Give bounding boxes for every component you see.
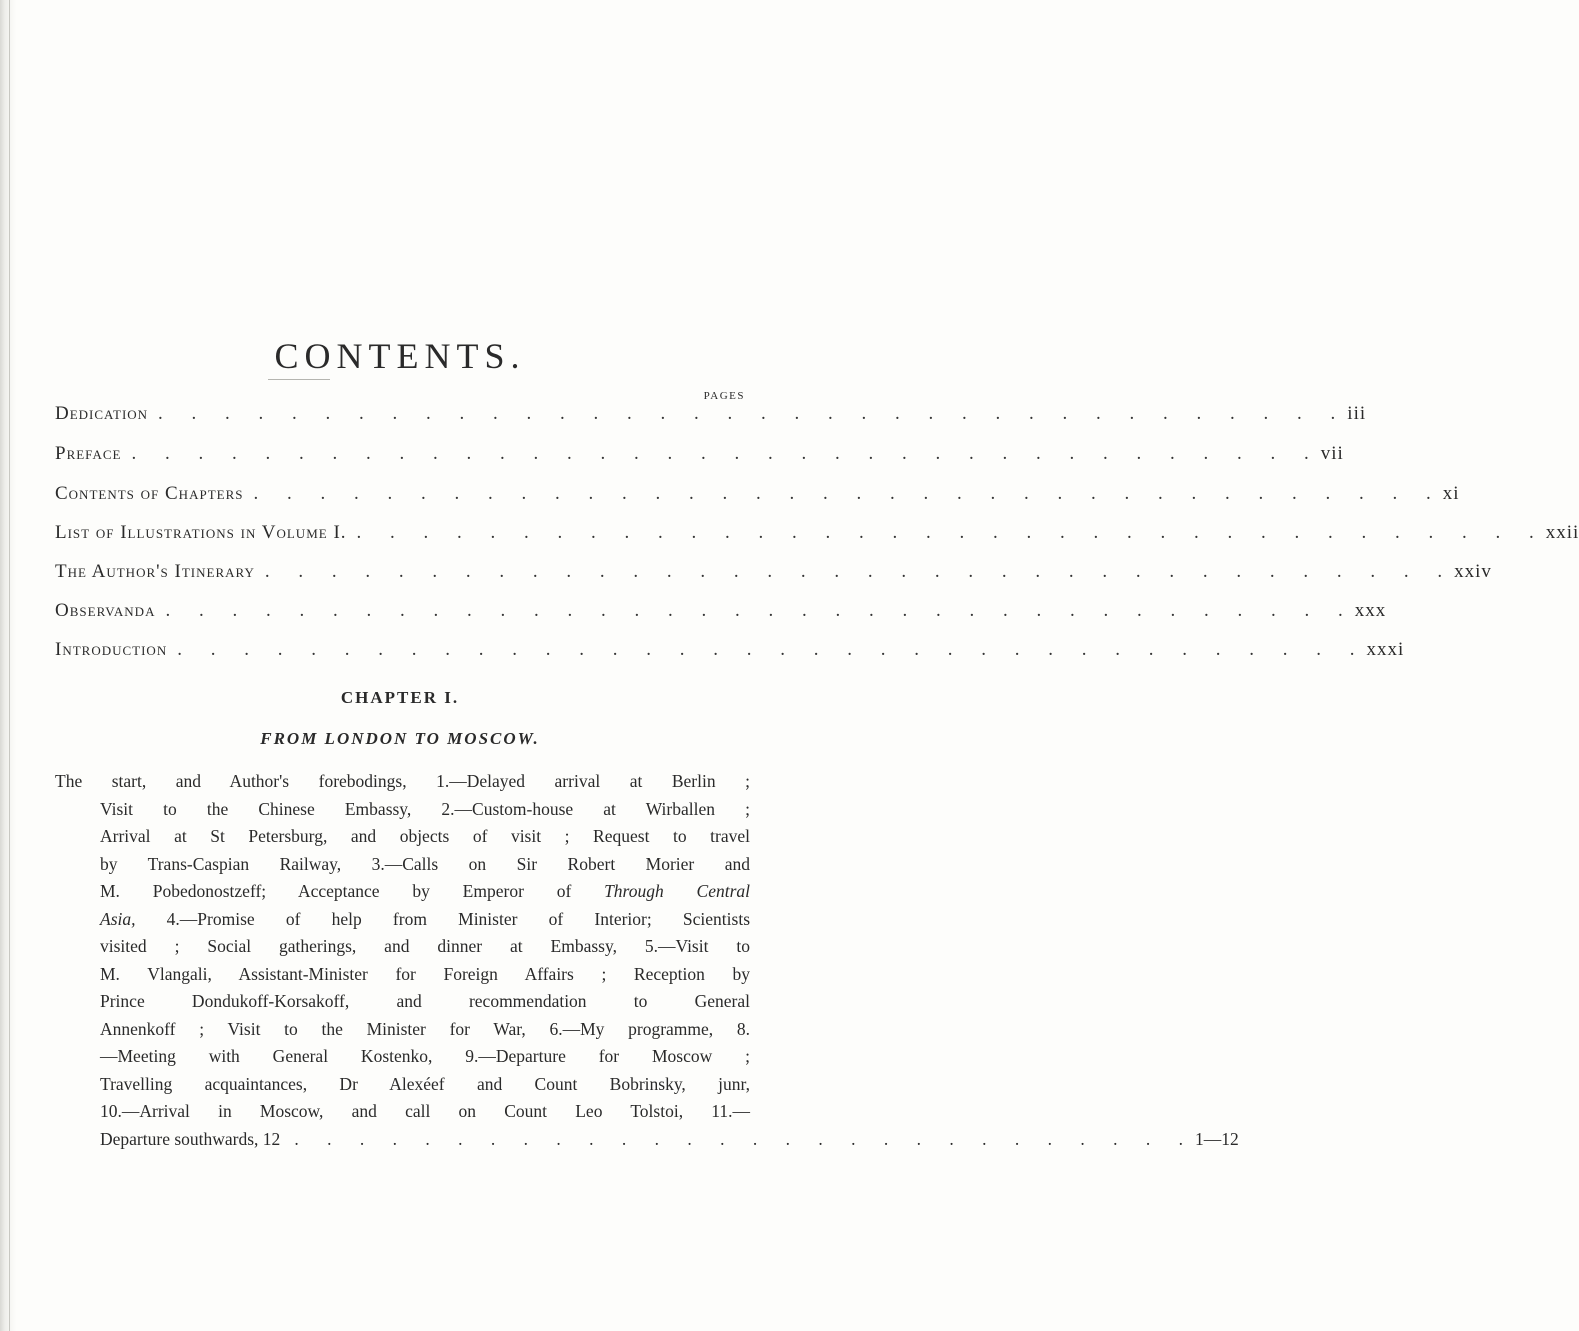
toc-entry-page: xi: [1442, 483, 1460, 504]
toc-entry-preface[interactable]: [55, 443, 1344, 471]
summary-line: [55, 906, 750, 934]
summary-text: Departure southwards, 12: [100, 1128, 281, 1149]
summary-line: Arrival at St Petersburg, and objects of visit ; Request to travel: [100, 826, 750, 846]
toc-entry-title: The Author's Itinerary: [55, 561, 255, 582]
toc-entry-authors-itinerary[interactable]: [55, 561, 1492, 589]
toc-entry-title: Contents of Chapters: [55, 483, 244, 504]
toc-entry-page: xxiv: [1454, 561, 1492, 582]
summary-line: Travelling acquaintances, Dr Alexéef and Count Bobrinsky, junr,: [100, 1073, 750, 1094]
summary-last-line: [55, 1126, 1239, 1154]
summary-line: visited ; Social gatherings, and dinner at Embassy, 5.—Visit to: [100, 936, 750, 956]
summary-line: Prince Dondukoff-Korsakoff, and recommendation to General: [100, 991, 750, 1011]
toc-entry-introduction[interactable]: [55, 639, 1405, 667]
toc-entry-title: Observanda: [55, 600, 156, 621]
toc-entry-list-of-illustrations[interactable]: [55, 522, 1579, 550]
dot-leader: . . . . . . . . . . . . . . . . . . . . . . . . . . . . . . . . . . . .: [177, 639, 1367, 660]
chapter-summary: [55, 768, 1239, 1153]
toc-entry-page: iii: [1347, 403, 1367, 424]
page-title: CONTENTS.: [274, 336, 526, 376]
dot-leader: . . . . . . . . . . . . . . . . . . . . . . . . . . . . . . . . . . . .: [253, 483, 1443, 504]
summary-line: M. Vlangali, Assistant-Minister for Foreign Affairs ; Reception by: [100, 963, 750, 984]
summary-line: Visit to the Chinese Embassy, 2.—Custom-house at Wirballen ;: [100, 798, 750, 819]
book-title-italic-cont: Asia,: [100, 908, 136, 929]
decorative-rule: [268, 379, 330, 380]
toc-entry-title: Dedication: [55, 403, 149, 424]
dot-leader: . . . . . . . . . . . . . . . . . . . . . . . . . . . . . . . . . . . .: [158, 403, 1348, 424]
chapter-heading: CHAPTER I.: [340, 688, 460, 707]
summary-text: M. Pobedonostzeff; Acceptance by Emperor of: [100, 881, 572, 901]
dot-leader: . . . . . . . . . . . . . . . . . . . . . . . . . . . .: [294, 1128, 1195, 1149]
toc-entry-contents-of-chapters[interactable]: [55, 483, 1460, 511]
dot-leader: . . . . . . . . . . . . . . . . . . . . . . . . . . . . . . . . . . . .: [356, 522, 1546, 543]
toc-entry-title: Introduction: [55, 639, 168, 660]
summary-text: 4.—Promise of help from Minister of Interior; Scientists: [135, 908, 750, 929]
toc-entry-observanda[interactable]: [55, 600, 1387, 628]
dot-leader: . . . . . . . . . . . . . . . . . . . . . . . . . . . . . . . . . . . .: [165, 600, 1355, 621]
dot-leader: . . . . . . . . . . . . . . . . . . . . . . . . . . . . . . . . . . . .: [131, 443, 1321, 464]
toc-entry-page: xxii: [1545, 522, 1579, 543]
summary-line: The start, and Author's forebodings, 1.—Delayed arrival at Berlin ;: [55, 771, 750, 791]
summary-line: 10.—Arrival in Moscow, and call on Count Leo Tolstoi, 11.—: [100, 1101, 750, 1121]
toc-entry-title: List of Illustrations in Volume I.: [55, 522, 347, 543]
book-binding-edge: [0, 0, 16, 1331]
chapter-title: FROM LONDON TO MOSCOW.: [260, 729, 540, 748]
toc-entry-page: xxx: [1354, 600, 1387, 621]
summary-line: —Meeting with General Kostenko, 9.—Departure for Moscow ;: [100, 1046, 750, 1066]
dot-leader: . . . . . . . . . . . . . . . . . . . . . . . . . . . . . . . . . . . .: [264, 561, 1455, 582]
toc-entry-title: Preface: [55, 443, 122, 464]
chapter-page-range: 1—12: [1194, 1128, 1239, 1149]
toc-entry-page: vii: [1320, 443, 1344, 464]
book-title-italic: Through Central: [604, 881, 750, 901]
toc-entry-page: xxxi: [1366, 639, 1405, 660]
pages-column-header: PAGES: [703, 390, 745, 402]
summary-line: [55, 878, 750, 906]
summary-line: by Trans-Caspian Railway, 3.—Calls on Sir Robert Morier and: [100, 853, 750, 874]
summary-line: Annenkoff ; Visit to the Minister for War, 6.—My programme, 8.: [100, 1018, 750, 1039]
toc-entry-dedication[interactable]: [55, 403, 1367, 431]
